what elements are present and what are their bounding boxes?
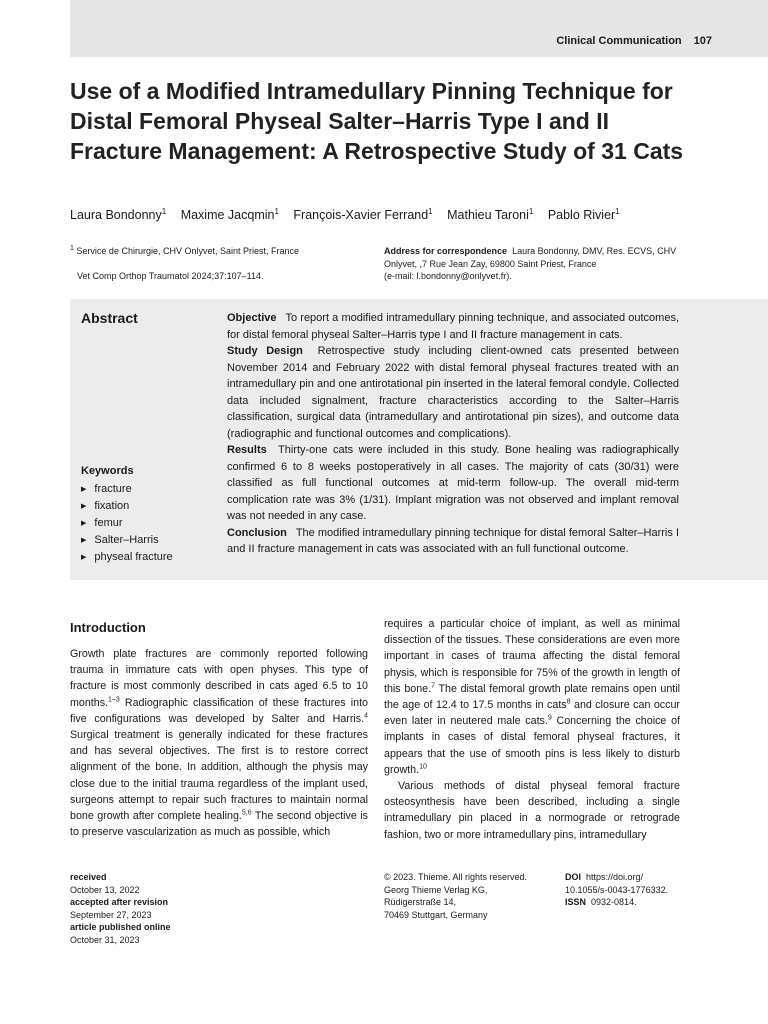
author-list: [70, 207, 631, 222]
article-dates: received October 13, 2022 accepted after revision September 27, 2023 article published online October 31, 2023: [70, 872, 171, 945]
author: Pablo Rivier$^1$: [547, 207, 620, 223]
copyright-notice: © 2023. Thieme. All rights reserved. Georg Thieme Verlag KG, Rüdigerstraße 14, 70469 Stuttgart, Germany: [384, 872, 528, 920]
intro-paragraph-2: Various methods of distal physeal femoral fracture osteosynthesis have been described, including a single intramedullary pin placed in a normograde or retrograde fashion, two or more intramedullary pins, intramedullary: [384, 780, 680, 841]
abstract-conclusion: Conclusion The modified intramedullary pinning technique for distal femoral Salter–Harris I and II fracture management in cats was associated with an full functional outcome.: [227, 526, 680, 555]
abstract-design: Study Design Retrospective study including client-owned cats presented between November 2014 and February 2022 with distal femoral physeal fractures treated with an intramedullary pin and one antirotational pin inserted in the lateral femoral condyle. Collected data included signalment, fracture characteristics according to the Salter–Harris classification, surgical data (intramedullary and antirotational pin sizes), and outcome data (radiographic and functional outcomes and complications).: [227, 345, 679, 440]
keyword-item: ▶ fixation: [81, 498, 173, 515]
introduction-heading: Introduction: [70, 620, 146, 635]
intro-paragraph-continued: requires a particular choice of implant, as well as minimal dissection of the tissues. These considerations are even more important in cases of trauma affecting the distal femoral physis, which is responsible for 75% of the growth in length of this bone.$^7$ The distal femoral growth plate remains open until the age of 12.4 to 17.5 months in cats$^8$ and closure can occur even later in neutered male cats.$^9$ Concerning the choice of implants in cases of distal femoral physeal fractures, it appears that the use of smooth pins is less likely to disturb growth.$^{10}$: [384, 618, 681, 776]
introduction-column-left: [70, 646, 368, 840]
abstract-heading: Abstract: [81, 310, 138, 326]
abstract-objective: Objective To report a modified intramedullary pinning technique, and associated outcomes, for distal femoral physeal Salter–Harris type I and II fracture management in cats.: [227, 312, 680, 341]
keyword-list: [81, 481, 173, 566]
author: Laura Bondonny$^1$: [70, 207, 167, 223]
page-number: 107: [693, 35, 712, 47]
affiliation: $^1$ Service de Chirurgie, CHV Onlyvet, Saint Priest, France: [70, 245, 300, 256]
keyword-item: ▶ Salter–Harris: [81, 532, 173, 549]
intro-paragraph: Growth plate fractures are commonly reported following trauma in immature cats with open physes. This type of fracture is most commonly described in cats aged 6.5 to 10 months.$^{1-3}$ Radiographic classification of these fractures into five configurations was developed by Salter and Harris.$^4$ Surgical treatment is generally indicated for these fractures and has several objectives. The first is to restore correct alignment of the bone. In addition, although the physis may close due to the initial trauma regardless of the implant used, surgeons attempt to repair such fractures to maintain normal bone growth after complete healing.$^{5,6}$ The second objective is to preserve vascularization as much as possible, which: [70, 648, 368, 839]
keyword-item: ▶ fracture: [81, 481, 173, 498]
article-title: Use of a Modified Intramedullary Pinning Technique for Distal Femoral Physeal Salter–Harris Type I and II Fracture Management: A Retrospective Study of 31 Cats: [70, 78, 684, 164]
keyword-item: ▶ femur: [81, 515, 173, 532]
keyword-item: ▶ physeal fracture: [81, 549, 173, 566]
abstract-results: Results Thirty-one cats were included in this study. Bone healing was radiographically confirmed 6 to 8 weeks postoperatively in all cases. The majority of cats (30/31) were classified as full functional outcomes at mid-term follow-up. The overall mid-term complication rate was 3% (1/31). Implant migration was not observed and implant removal was not needed in any case.: [227, 444, 680, 522]
doi-issn: DOI https://doi.org/ 10.1055/s-0043-1776332. ISSN 0932-0814.: [565, 872, 669, 907]
author: Mathieu Taroni$^1$: [447, 207, 534, 223]
citation: Vet Comp Orthop Traumatol 2024;37:107–114.: [77, 271, 264, 281]
running-head: [556, 35, 712, 47]
abstract-text: [227, 310, 679, 558]
header-bar: [70, 0, 768, 57]
author: François-Xavier Ferrand$^1$: [293, 207, 433, 223]
section-label: Clinical Communication: [556, 35, 682, 47]
introduction-column-right: [384, 616, 680, 843]
keywords-heading: Keywords: [81, 465, 134, 477]
author: Maxime Jacqmin$^1$: [180, 207, 279, 223]
correspondence-address: Address for correspondence Laura Bondonny, DMV, Res. ECVS, CHV Onlyvet, ,7 Rue Jean Zay, 69800 Saint Priest, France (e-mail: l.bondonny@onlyvet.fr).: [384, 246, 677, 281]
